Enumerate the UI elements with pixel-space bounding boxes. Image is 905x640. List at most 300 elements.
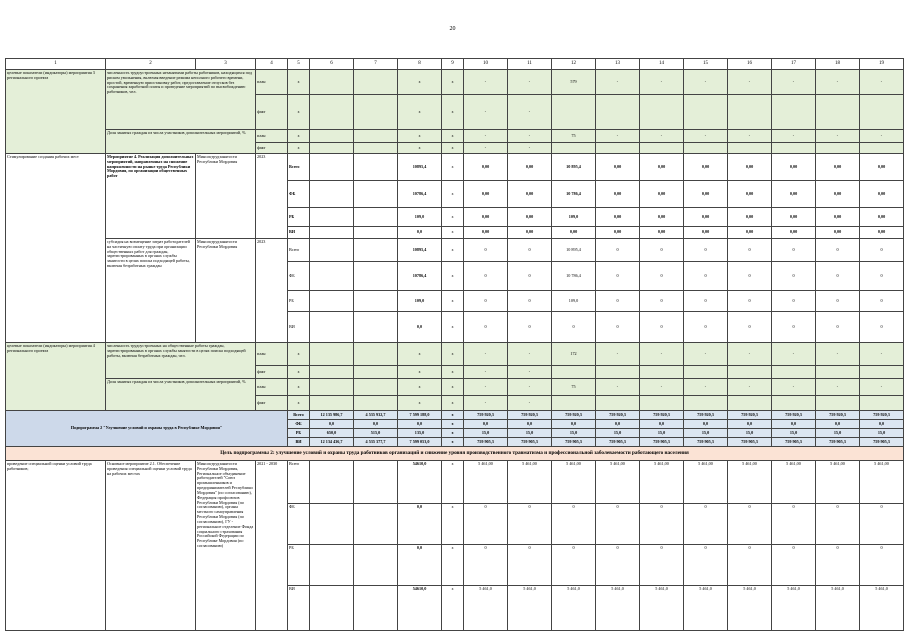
table-cell: 0: [640, 545, 684, 586]
table-cell: x: [442, 70, 464, 95]
table-cell: 0: [728, 239, 772, 262]
table-cell: x: [288, 95, 310, 130]
table-cell: 0,00: [816, 154, 860, 181]
table-cell: x: [442, 143, 464, 154]
table-cell: [354, 70, 398, 95]
table-cell: 0: [596, 262, 640, 291]
table-cell: 5 461,00: [640, 461, 684, 504]
table-cell: 650,0: [310, 429, 354, 438]
table-cell: 7 599 188,0: [398, 411, 442, 420]
table-cell: 0: [860, 545, 904, 586]
table-cell: -: [508, 396, 552, 411]
table-cell: [310, 239, 354, 262]
funding-source: ФБ: [288, 420, 310, 429]
table-cell: 759 905,3: [640, 438, 684, 447]
table-cell: 0,00: [816, 181, 860, 208]
table-cell: 0: [508, 504, 552, 545]
table-cell: -: [464, 396, 508, 411]
indicator-row: [6, 70, 904, 95]
table-cell: 0: [728, 312, 772, 343]
table-cell: [772, 396, 816, 411]
table-cell: -: [508, 95, 552, 130]
table-cell: [310, 504, 354, 545]
table-cell: x: [288, 70, 310, 95]
table-cell: 0,00: [860, 154, 904, 181]
table-cell: [354, 504, 398, 545]
table-cell: 0: [772, 545, 816, 586]
table-cell: 5 461,00: [464, 461, 508, 504]
table-cell: 0: [552, 504, 596, 545]
column-header: 18: [816, 59, 860, 70]
table-cell: -: [508, 343, 552, 366]
table-cell: [354, 181, 398, 208]
table-cell: 0,0: [508, 420, 552, 429]
table-cell: x: [288, 396, 310, 411]
table-cell: 5 461,00: [596, 461, 640, 504]
table-cell: [816, 396, 860, 411]
table-cell: x: [442, 366, 464, 379]
table-cell: 0: [860, 262, 904, 291]
table-cell: x: [288, 379, 310, 396]
table-cell: -: [464, 95, 508, 130]
table-cell: [816, 366, 860, 379]
table-cell: 5 461,0: [772, 586, 816, 631]
table-cell: 54610,0: [398, 586, 442, 631]
table-cell: 0,00: [860, 227, 904, 239]
table-cell: [354, 208, 398, 227]
table-cell: x: [288, 343, 310, 366]
column-header: 8: [398, 59, 442, 70]
table-cell: 0,00: [772, 181, 816, 208]
funding-source: Всего: [288, 461, 310, 504]
table-cell: [310, 343, 354, 366]
table-cell: 0: [640, 239, 684, 262]
table-cell: 0,0: [398, 504, 442, 545]
table-cell: 15,0: [684, 429, 728, 438]
table-cell: 0,00: [640, 181, 684, 208]
table-cell: 0,0: [728, 420, 772, 429]
table-cell: 0: [464, 239, 508, 262]
plan-fact-label: факт: [256, 366, 288, 379]
table-cell: 10895,4: [398, 239, 442, 262]
table-cell: 0,00: [508, 208, 552, 227]
indicator-row: [6, 130, 904, 143]
indicator-group-name: целевые показатели (индикаторы) мероприятия 3 регионального проекта: [6, 70, 106, 154]
table-cell: [728, 143, 772, 154]
table-cell: [354, 366, 398, 379]
table-cell: 5 461,00: [728, 461, 772, 504]
funding-source: ФБ: [288, 504, 310, 545]
table-cell: -: [596, 70, 640, 95]
event-name: субсидия на возмещение затрат работодателей на частичную оплату труда при организации общественных работ для граждан, зарегистрированных в органах службы занятости в целях поиска подходящей работы, включая безработных граждан: [106, 239, 196, 343]
table-cell: -: [772, 379, 816, 396]
column-header: 17: [772, 59, 816, 70]
funding-source: ФБ: [288, 262, 310, 291]
table-cell: [354, 262, 398, 291]
table-cell: 0,0: [310, 420, 354, 429]
table-cell: 759 905,3: [508, 438, 552, 447]
table-cell: -: [684, 70, 728, 95]
column-header: 13: [596, 59, 640, 70]
table-cell: -: [464, 379, 508, 396]
indicator-name: Доля занятых граждан из числа участников дополнительных мероприятий, %: [106, 130, 256, 154]
table-cell: 0,0: [596, 420, 640, 429]
table-cell: -: [464, 143, 508, 154]
page-number: 20: [449, 26, 456, 32]
table-cell: [640, 95, 684, 130]
table-cell: x: [442, 239, 464, 262]
table-cell: [596, 143, 640, 154]
table-cell: 0: [464, 291, 508, 312]
table-cell: 0: [508, 291, 552, 312]
table-cell: [684, 95, 728, 130]
table-cell: 0,00: [596, 227, 640, 239]
table-cell: 0,0: [860, 420, 904, 429]
funding-source: РБ: [288, 208, 310, 227]
table-cell: 135,0: [398, 429, 442, 438]
table-cell: 0: [464, 545, 508, 586]
year: 2021 - 2030: [256, 461, 288, 631]
table-cell: -: [816, 130, 860, 143]
table-cell: 0: [684, 262, 728, 291]
table-cell: 0,00: [772, 227, 816, 239]
funding-source: Всего: [288, 239, 310, 262]
table-cell: 0,00: [816, 208, 860, 227]
table-cell: [310, 227, 354, 239]
table-cell: 0,0: [640, 420, 684, 429]
column-header: 10: [464, 59, 508, 70]
table-cell: -: [464, 70, 508, 95]
table-cell: 579: [552, 70, 596, 95]
table-cell: 0,0: [398, 227, 442, 239]
table-cell: 0: [816, 262, 860, 291]
table-cell: -: [508, 379, 552, 396]
table-cell: 0: [816, 291, 860, 312]
program-table: [5, 58, 904, 631]
table-cell: -: [464, 366, 508, 379]
table-cell: 0: [772, 504, 816, 545]
funding-source: РБ: [288, 545, 310, 586]
table-cell: [354, 312, 398, 343]
table-cell: 0,00: [596, 181, 640, 208]
table-cell: x: [442, 545, 464, 586]
column-header: 12: [552, 59, 596, 70]
table-cell: 5 461,00: [508, 461, 552, 504]
subprogram-row: [6, 411, 904, 420]
table-cell: 7 599 053,0: [398, 438, 442, 447]
executor: Минсоцтрудзанятости Республики Мордовия: [196, 154, 256, 239]
table-cell: -: [772, 70, 816, 95]
table-cell: -: [860, 379, 904, 396]
funding-source: Всего: [288, 411, 310, 420]
table-cell: [354, 586, 398, 631]
table-cell: 0: [860, 504, 904, 545]
table-cell: x: [398, 396, 442, 411]
table-cell: [552, 366, 596, 379]
table-cell: -: [640, 130, 684, 143]
table-cell: 0: [684, 312, 728, 343]
table-cell: 759 905,3: [860, 438, 904, 447]
table-cell: 54610,0: [398, 461, 442, 504]
table-cell: 0: [728, 291, 772, 312]
table-cell: x: [398, 366, 442, 379]
table-cell: 0,00: [464, 181, 508, 208]
table-cell: 0: [464, 312, 508, 343]
table-cell: 0: [860, 291, 904, 312]
table-cell: -: [640, 343, 684, 366]
table-cell: -: [728, 70, 772, 95]
table-cell: 759 905,3: [596, 438, 640, 447]
column-header: 5: [288, 59, 310, 70]
table-cell: 0,0: [816, 420, 860, 429]
table-cell: 759 905,3: [464, 438, 508, 447]
plan-fact-label: факт: [256, 396, 288, 411]
table-cell: x: [398, 70, 442, 95]
table-cell: 0,00: [508, 154, 552, 181]
table-cell: x: [442, 420, 464, 429]
table-cell: 15,0: [772, 429, 816, 438]
table-cell: -: [596, 130, 640, 143]
table-cell: [728, 396, 772, 411]
plan-fact-label: план: [256, 130, 288, 143]
table-cell: -: [860, 70, 904, 95]
table-cell: [684, 396, 728, 411]
table-cell: -: [728, 379, 772, 396]
table-cell: 0: [508, 312, 552, 343]
table-cell: 0,00: [508, 227, 552, 239]
table-cell: [354, 143, 398, 154]
table-cell: 75: [552, 130, 596, 143]
table-cell: 759 920,3: [464, 411, 508, 420]
table-cell: 0: [640, 504, 684, 545]
table-cell: x: [398, 143, 442, 154]
plan-fact-label: план: [256, 379, 288, 396]
table-cell: [310, 70, 354, 95]
table-cell: 10 786,4: [552, 262, 596, 291]
table-cell: 0,00: [684, 208, 728, 227]
indicator-row: [6, 343, 904, 366]
event-name: Мероприятие 4. Реализация дополнительных мероприятий, направленных на снижение напряженности на рынке труда Республики Мордовия, по организации общественных работ: [106, 154, 196, 239]
table-cell: 0,00: [860, 181, 904, 208]
table-cell: 759 905,3: [552, 438, 596, 447]
table-cell: [596, 366, 640, 379]
table-cell: 0: [684, 239, 728, 262]
table-cell: -: [772, 343, 816, 366]
table-cell: 0: [508, 239, 552, 262]
table-cell: [310, 312, 354, 343]
table-cell: 0: [816, 239, 860, 262]
table-cell: [816, 143, 860, 154]
column-header: 7: [354, 59, 398, 70]
table-cell: [354, 379, 398, 396]
table-cell: 0: [816, 504, 860, 545]
funding-source: ФБ: [288, 181, 310, 208]
table-cell: [310, 208, 354, 227]
table-cell: 10 895,4: [552, 239, 596, 262]
table-cell: x: [442, 262, 464, 291]
table-cell: -: [684, 343, 728, 366]
table-cell: [772, 366, 816, 379]
column-header: 4: [256, 59, 288, 70]
funding-source: РБ: [288, 429, 310, 438]
table-cell: [354, 239, 398, 262]
table-cell: 0,00: [772, 154, 816, 181]
table-cell: 10 786,4: [552, 181, 596, 208]
table-cell: 759 920,3: [772, 411, 816, 420]
table-cell: 5 461,0: [508, 586, 552, 631]
column-header: 14: [640, 59, 684, 70]
table-cell: [772, 95, 816, 130]
table-cell: -: [640, 379, 684, 396]
table-cell: [354, 396, 398, 411]
table-cell: x: [398, 343, 442, 366]
table-cell: [860, 366, 904, 379]
table-cell: 15,0: [596, 429, 640, 438]
table-cell: 0,0: [684, 420, 728, 429]
column-header: 2: [106, 59, 196, 70]
table-cell: 0: [772, 239, 816, 262]
plan-fact-label: факт: [256, 143, 288, 154]
table-cell: 4 535 932,7: [354, 411, 398, 420]
table-cell: x: [288, 130, 310, 143]
table-cell: [640, 366, 684, 379]
table-cell: 10786,4: [398, 181, 442, 208]
table-cell: 0,00: [728, 208, 772, 227]
table-cell: 0: [640, 262, 684, 291]
subprogram-title: Подпрограмма 2 "Улучшение условий и охраны труда в Республике Мордовия": [6, 411, 288, 447]
indicator-row: [6, 379, 904, 396]
plan-fact-label: план: [256, 343, 288, 366]
table-cell: -: [508, 130, 552, 143]
table-cell: 12 134 436,7: [310, 438, 354, 447]
table-cell: [552, 95, 596, 130]
table-cell: [684, 366, 728, 379]
table-cell: 0: [728, 262, 772, 291]
table-cell: 10 895,4: [552, 154, 596, 181]
table-cell: 0: [596, 545, 640, 586]
table-cell: x: [442, 343, 464, 366]
table-cell: 759 920,3: [860, 411, 904, 420]
column-header: 1: [6, 59, 106, 70]
table-cell: 759 905,3: [816, 438, 860, 447]
table-cell: x: [442, 154, 464, 181]
indicator-name: численность трудоустроенных незанятыми работы работников, находящихся под риском увольнения, включая введение режима неполного рабочего времени, простой, временную приостановку работ, предоставление отпусков без сохранения заработной платы и проведение мероприятий по высвобождению работников, чел.: [106, 70, 256, 130]
table-cell: [860, 143, 904, 154]
executor: Минсоцтрудзанятости Республики Мордовия, Региональное объединение работодателей "Союз промышленников и предпринимателей Республики Мордовия" (по согласованию), Федерация профсоюзов Республики Мордовия (по согласованию), органы местного самоуправления Республики Мордовия (по согласованию), ГУ - региональное отделение Фонда социального страхования Российской Федерации по Республике Мордовия (по согласованию): [196, 461, 256, 631]
table-cell: 0,00: [684, 227, 728, 239]
table-cell: -: [728, 343, 772, 366]
table-cell: -: [816, 343, 860, 366]
table-cell: 12 135 986,7: [310, 411, 354, 420]
indicator-name: численность трудоустроенных на общественные работы граждан, зарегистрированных в органах службы занятости в целях поиска подходящей работы, включая безработных граждан, чел.: [106, 343, 256, 379]
table-cell: x: [442, 438, 464, 447]
table-cell: -: [508, 366, 552, 379]
table-cell: 0,00: [464, 227, 508, 239]
table-cell: 0: [816, 545, 860, 586]
table-cell: 0,00: [596, 154, 640, 181]
table-cell: [354, 545, 398, 586]
year: 2023: [256, 154, 288, 239]
table-cell: 0: [596, 239, 640, 262]
table-cell: 0: [596, 312, 640, 343]
table-cell: [860, 95, 904, 130]
table-cell: 759 920,3: [552, 411, 596, 420]
column-header: 11: [508, 59, 552, 70]
table-cell: 0,0: [398, 545, 442, 586]
table-cell: [310, 154, 354, 181]
table-cell: [310, 95, 354, 130]
table-cell: x: [442, 586, 464, 631]
table-cell: 5 461,0: [728, 586, 772, 631]
column-header: 19: [860, 59, 904, 70]
table-cell: -: [816, 379, 860, 396]
table-cell: [640, 143, 684, 154]
table-cell: 0: [860, 312, 904, 343]
table-cell: [354, 343, 398, 366]
table-cell: x: [442, 227, 464, 239]
table-cell: [310, 291, 354, 312]
table-cell: 0,00: [772, 208, 816, 227]
table-cell: x: [398, 95, 442, 130]
table-cell: 0,00: [640, 154, 684, 181]
table-cell: x: [442, 208, 464, 227]
table-cell: -: [508, 70, 552, 95]
table-cell: [596, 396, 640, 411]
table-cell: 0: [640, 291, 684, 312]
table-cell: 0,00: [684, 154, 728, 181]
table-cell: 15,0: [552, 429, 596, 438]
table-cell: 5 461,0: [464, 586, 508, 631]
funding-source: ВИ: [288, 586, 310, 631]
table-cell: 0: [552, 312, 596, 343]
table-cell: 0: [684, 504, 728, 545]
funding-source: ВИ: [288, 312, 310, 343]
goal-text: Цель подпрограммы 2: улучшение условий и охраны труда работников организаций и снижение уровня производственного травматизма и профессиональной заболеваемости работающего населения: [6, 447, 904, 461]
table-cell: 515,0: [354, 429, 398, 438]
table-cell: x: [442, 95, 464, 130]
funding-row: [6, 154, 904, 181]
table-cell: x: [442, 181, 464, 208]
table-cell: [310, 143, 354, 154]
table-cell: -: [728, 130, 772, 143]
table-cell: x: [288, 366, 310, 379]
table-cell: [354, 130, 398, 143]
table-cell: -: [684, 379, 728, 396]
column-header: 9: [442, 59, 464, 70]
plan-fact-label: план: [256, 70, 288, 95]
table-cell: [310, 130, 354, 143]
table-cell: 0,00: [640, 208, 684, 227]
funding-source: РБ: [288, 291, 310, 312]
table-cell: 0: [596, 291, 640, 312]
section-name: Стимулирование создания рабочих мест: [6, 154, 106, 343]
table-cell: 759 920,3: [596, 411, 640, 420]
table-cell: 0: [728, 545, 772, 586]
table-cell: 0: [596, 504, 640, 545]
table-cell: 0,00: [684, 181, 728, 208]
table-cell: 0: [684, 291, 728, 312]
indicator-group-name: целевые показатели (индикаторы) мероприятия 4 регионального проекта: [6, 343, 106, 411]
table-cell: 0,00: [816, 227, 860, 239]
table-cell: [310, 262, 354, 291]
table-cell: x: [442, 130, 464, 143]
table-cell: [310, 461, 354, 504]
table-cell: 0: [772, 312, 816, 343]
table-cell: -: [464, 130, 508, 143]
table-cell: [310, 396, 354, 411]
table-cell: x: [442, 429, 464, 438]
column-header: 3: [196, 59, 256, 70]
